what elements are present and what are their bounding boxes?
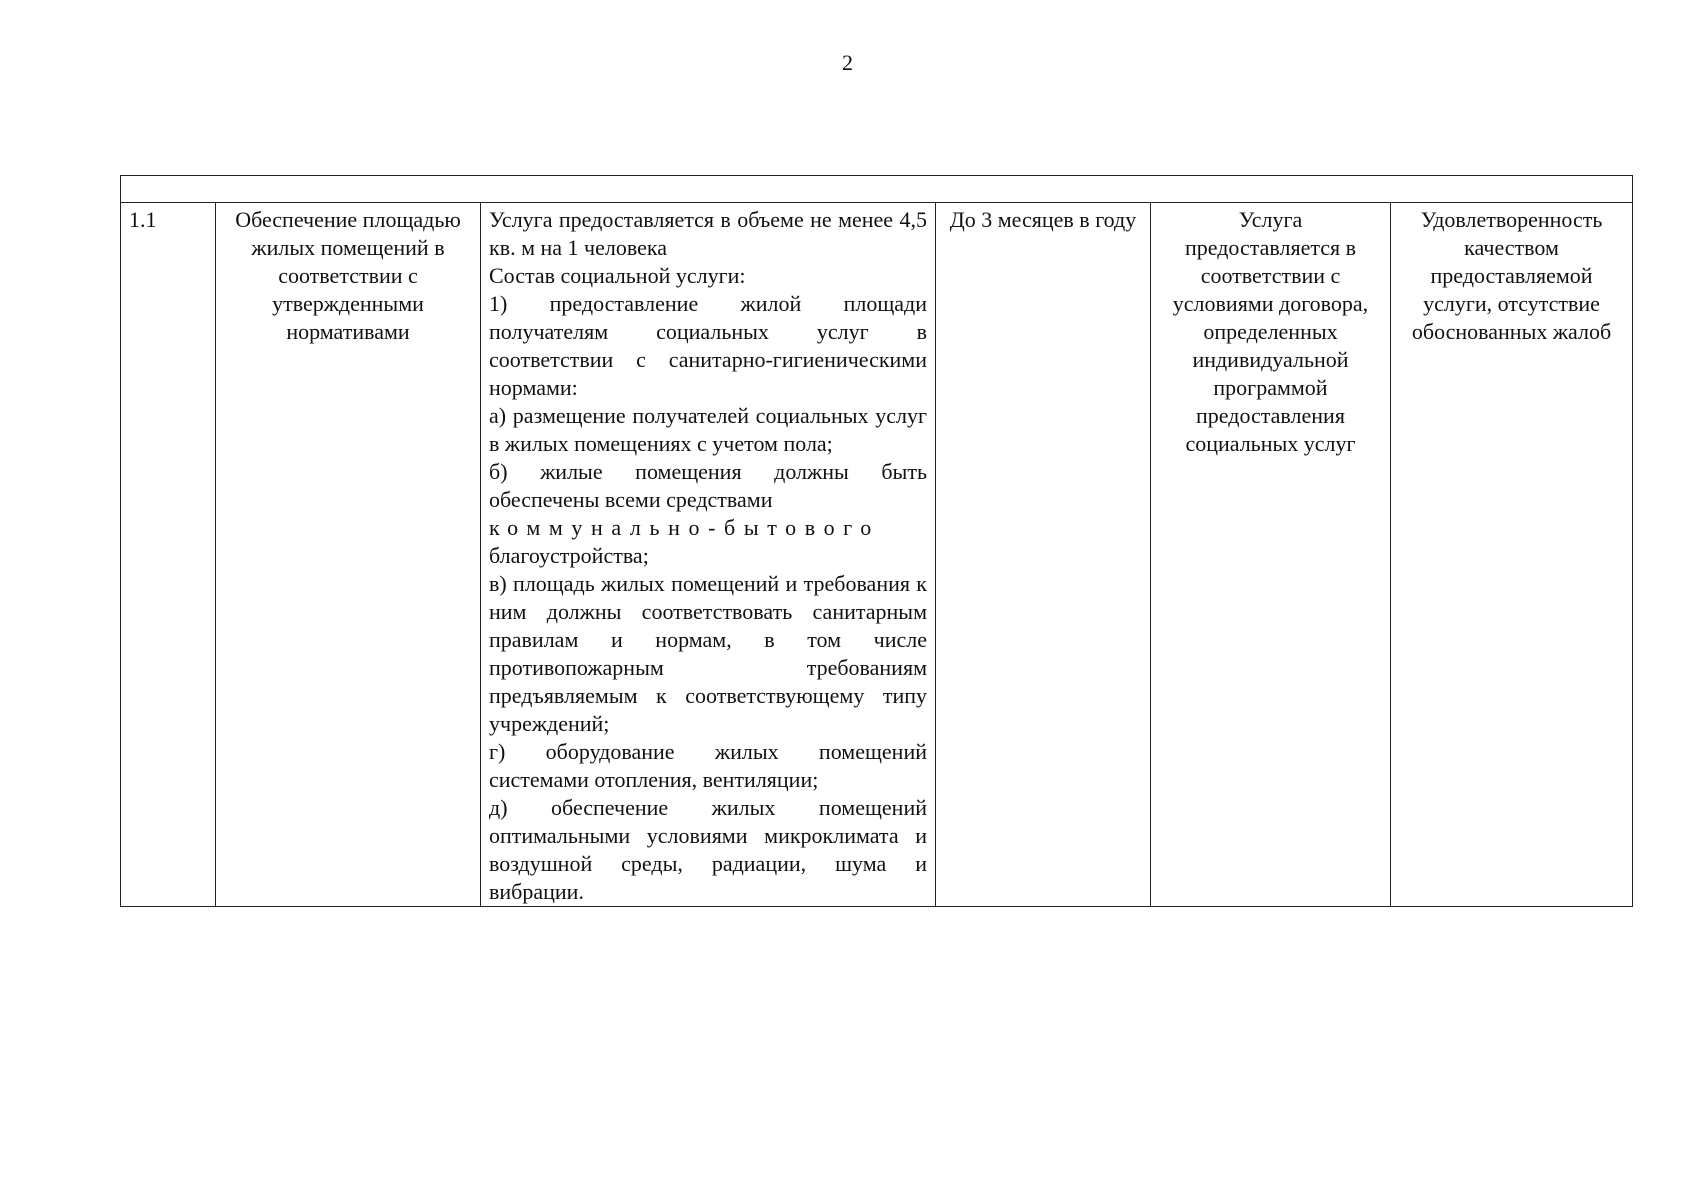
row-number-cell: 1.1 [121, 203, 216, 907]
service-name-cell: Обеспечение площадью жилых помещений в соответствии с утвержденными нормативами [216, 203, 481, 907]
description-item-d: д) обеспечение жилых помещений оптимальными условиями микроклимата и воздушной среды, радиации, шума и вибрации. [489, 795, 927, 904]
table-row [121, 203, 1633, 907]
page-number: 2 [842, 50, 853, 75]
description-item-b-start: б) жилые помещения должны быть обеспечены всеми средствами [489, 459, 927, 512]
description-item-g: г) оборудование жилых помещений системами отопления, вентиляции; [489, 739, 927, 792]
description-item-b-end: благоустройства; [489, 543, 649, 568]
description-item-b-spaced: коммунально-бытового [489, 515, 880, 540]
conditions-cell: Услуга предоставляется в соответствии с условиями договора, определенных индивидуальной программой предоставления социальных услуг [1151, 203, 1391, 907]
table-header-row [121, 176, 1633, 203]
services-table [120, 175, 1633, 907]
quality-cell: Удовлетворенность качеством предоставляемой услуги, отсутствие обоснованных жалоб [1391, 203, 1633, 907]
period-cell: До 3 месяцев в году [936, 203, 1151, 907]
description-item-v: в) площадь жилых помещений и требования к ним должны соответствовать санитарным правилам и нормам, в том числе противопожарным требованиям предъявляемым к соответствующему типу учреждений; [489, 571, 927, 736]
description-item-a: а) размещение получателей социальных услуг в жилых помещениях с учетом пола; [489, 403, 927, 456]
description-intro: Услуга предоставляется в объеме не менее 4,5 кв. м на 1 человека [489, 207, 927, 260]
service-description-cell [481, 203, 936, 907]
table-header-cell [121, 176, 1633, 203]
description-composition-title: Состав социальной услуги: [489, 263, 746, 288]
description-item-1: 1) предоставление жилой площади получателям социальных услуг в соответствии с санитарно-гигиеническими нормами: [489, 291, 927, 400]
